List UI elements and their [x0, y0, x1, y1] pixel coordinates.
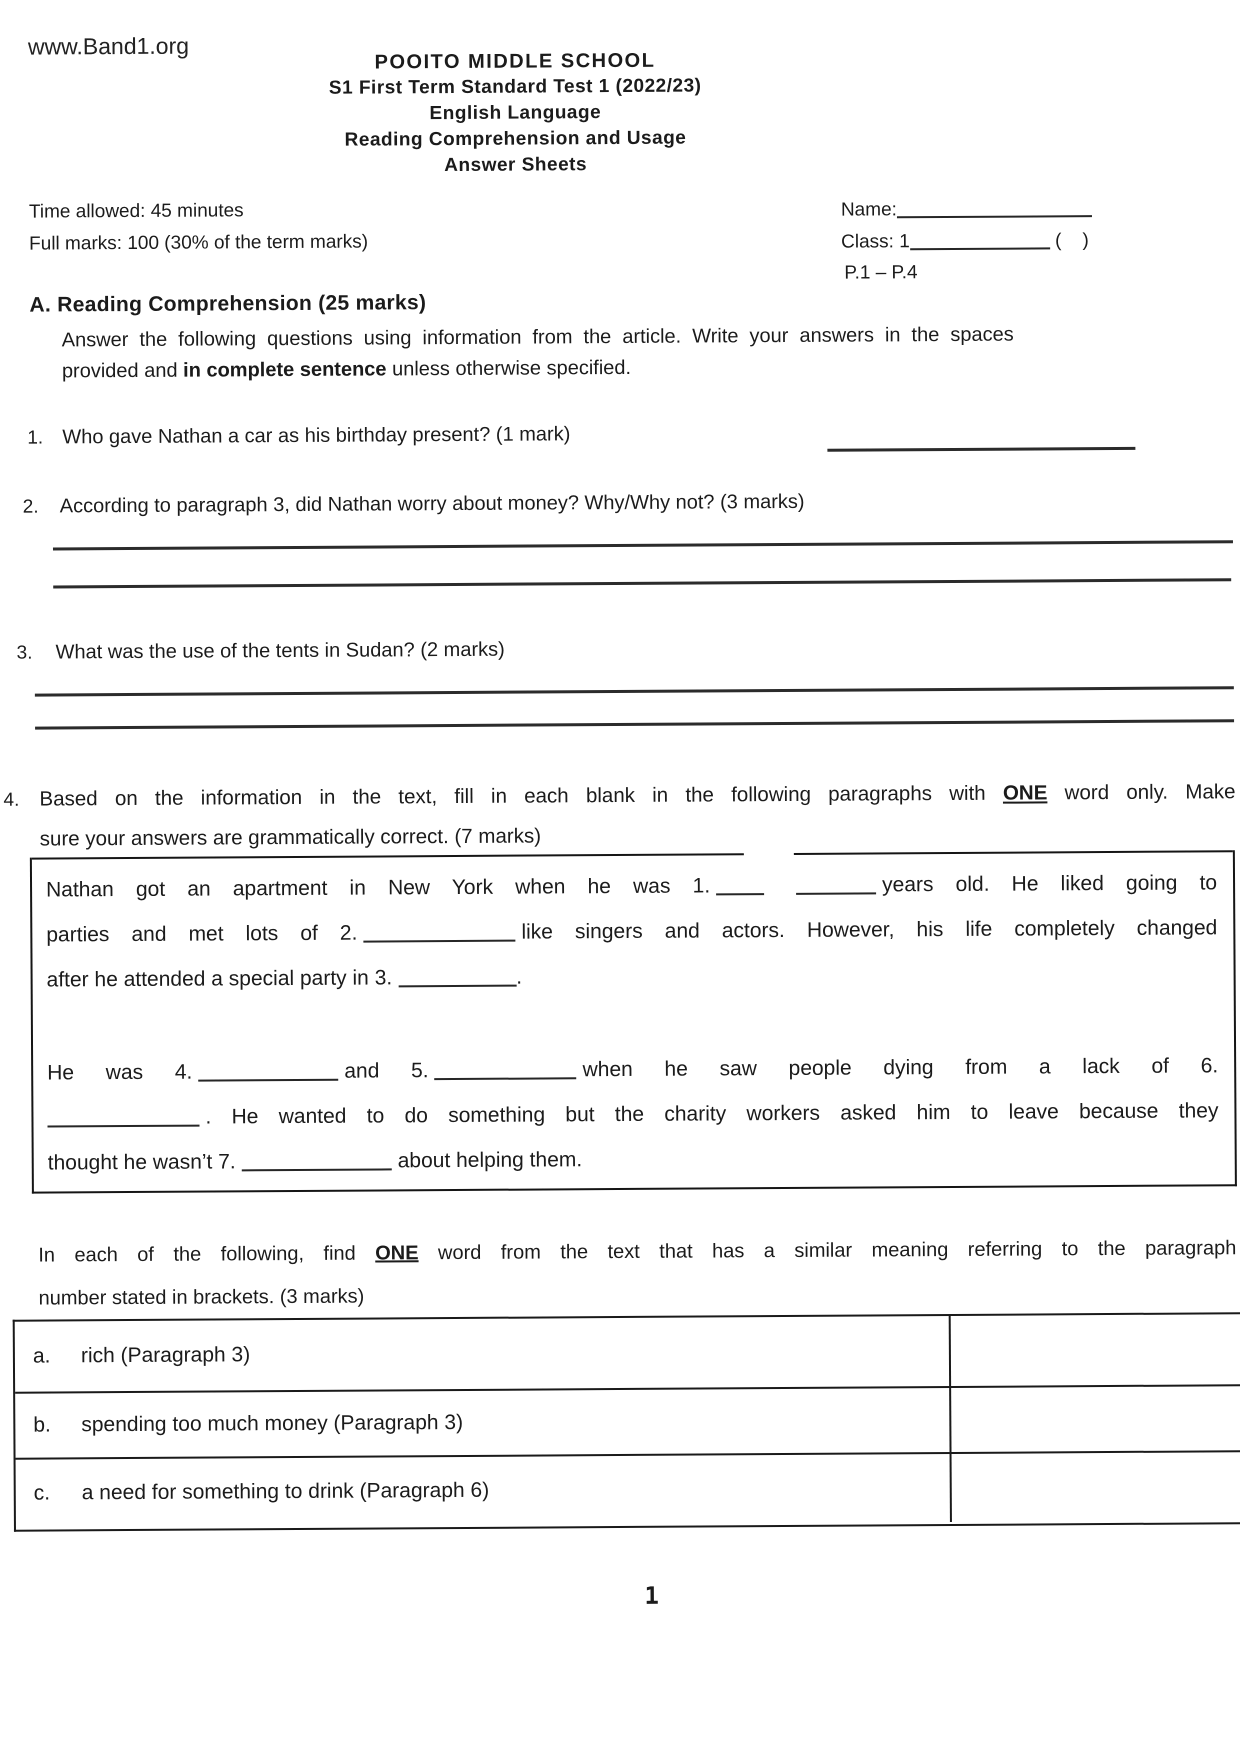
class-label: Class: 1 — [841, 231, 910, 253]
q3-text: What was the use of the tents in Sudan? (2 marks) — [55, 638, 505, 664]
subject-title: English Language — [429, 102, 602, 125]
vocab-row-text: a need for something to drink (Paragraph 6) — [81, 1478, 490, 1505]
table-row — [15, 1386, 1240, 1460]
table-row — [15, 1314, 1240, 1394]
instructions-text: Answer the following questions using information from the article. Write your answers in the spaces provided and — [61, 323, 1014, 383]
watermark-text: www.Band1.org — [27, 32, 190, 60]
cloze-p2-line2 — [47, 1088, 1218, 1140]
vocab-instr-text: word from the text that has a similar meaning referring to the paragraph — [418, 1237, 1237, 1265]
vocab-answer-cell-c[interactable] — [950, 1452, 1240, 1522]
vocab-answer-cell-a[interactable] — [949, 1314, 1240, 1386]
vocab-row-text: spending too much money (Paragraph 3) — [81, 1410, 464, 1437]
test-title: S1 First Term Standard Test 1 (2022/23) — [328, 75, 702, 99]
class-input-line[interactable] — [910, 229, 1050, 250]
vocab-row-letter: a. — [32, 1344, 51, 1368]
class-field-row — [841, 229, 1089, 254]
vocab-table — [13, 1312, 1240, 1532]
class-number-parens: ( ) — [1054, 230, 1089, 252]
vocab-one-emphasis: ONE — [375, 1242, 419, 1265]
q2-text: According to paragraph 3, did Nathan worry about money? Why/Why not? (3 marks) — [59, 490, 805, 518]
vocab-row-letter: c. — [33, 1481, 51, 1505]
instructions-bold-text: in complete sentence — [183, 358, 387, 382]
cloze-text: and 5. — [344, 1059, 429, 1083]
cloze-text: . He wanted to do something but the charity workers asked him to leave because they — [205, 1099, 1219, 1129]
cloze-blank-4[interactable] — [198, 1059, 338, 1082]
q2-answer-line-1[interactable] — [53, 540, 1233, 550]
cloze-p1-line2 — [46, 905, 1217, 957]
q1-text: Who gave Nathan a car as his birthday present? (1 mark) — [62, 423, 571, 449]
section-a-heading: A. Reading Comprehension (25 marks) — [29, 291, 427, 317]
q4-intro-a: Based on the information in the text, fill in each blank in the following paragraphs with — [39, 781, 1003, 811]
name-field-row — [841, 197, 1092, 222]
q4-one-emphasis: ONE — [1002, 781, 1048, 805]
q4-instructions-line1 — [39, 778, 1235, 813]
section-a-instructions — [62, 320, 1014, 388]
page-number: 1 — [644, 1581, 659, 1610]
cloze-text: like singers and actors. However, his life completely changed — [521, 916, 1218, 944]
cloze-text: Nathan got an apartment in New York when he was 1. — [45, 874, 711, 902]
q3-number: 3. — [16, 642, 33, 664]
cloze-passage-box — [30, 850, 1237, 1193]
cloze-blank-6[interactable] — [47, 1105, 199, 1128]
cloze-blank-1b[interactable] — [796, 872, 876, 894]
cloze-blank-7[interactable] — [242, 1148, 392, 1171]
cloze-text: when he saw people dying from a lack of 6. — [582, 1054, 1219, 1082]
cloze-text: parties and met lots of 2. — [46, 921, 358, 947]
box-border-top-right — [794, 850, 1233, 855]
q3-answer-line-1[interactable] — [35, 686, 1234, 696]
document-header — [135, 46, 896, 181]
q4-instructions-line2: sure your answers are grammatically correct. (7 marks) — [39, 824, 542, 851]
cloze-p2-line1 — [47, 1043, 1218, 1095]
vocab-instr-text: In each of the following, find — [38, 1242, 376, 1267]
cloze-passage — [46, 860, 1219, 1185]
page-range-label: P.1 – P.4 — [844, 262, 918, 284]
cloze-p1-line3 — [46, 950, 1217, 1002]
q2-answer-line-2[interactable] — [53, 578, 1231, 588]
school-name: POOITO MIDDLE SCHOOL — [374, 49, 656, 74]
instructions-tail-text: unless otherwise specified. — [386, 356, 632, 381]
box-border-top-left — [32, 853, 744, 859]
q1-number: 1. — [27, 427, 44, 449]
q4-number: 4. — [3, 789, 20, 811]
name-input-line[interactable] — [897, 197, 1092, 218]
vocab-instructions-line1 — [38, 1233, 1236, 1270]
cloze-text: years old. He liked going to — [882, 871, 1218, 897]
cloze-blank-1a[interactable] — [716, 873, 764, 895]
vocab-row-text: rich (Paragraph 3) — [80, 1343, 251, 1368]
table-row — [16, 1452, 1240, 1528]
q3-answer-line-2[interactable] — [35, 719, 1234, 729]
vocab-instructions-line2: number stated in brackets. (3 marks) — [38, 1285, 365, 1310]
paper-title: Reading Comprehension and Usage — [344, 127, 687, 151]
cloze-text: . — [516, 965, 523, 989]
vocab-row-letter: b. — [33, 1413, 51, 1437]
cloze-p2-line3 — [48, 1133, 1219, 1185]
cloze-blank-2[interactable] — [363, 920, 515, 943]
q1-answer-line[interactable] — [827, 447, 1135, 452]
cloze-text: after he attended a special party in 3. — [46, 966, 393, 992]
time-allowed-label: Time allowed: 45 minutes — [28, 200, 244, 223]
q2-number: 2. — [22, 496, 39, 518]
cloze-text: thought he wasn’t 7. — [47, 1150, 236, 1175]
full-marks-label: Full marks: 100 (30% of the term marks) — [29, 231, 369, 255]
name-label: Name: — [840, 199, 897, 221]
sheet-type: Answer Sheets — [444, 154, 588, 177]
cloze-text: about helping them. — [397, 1148, 583, 1173]
q4-intro-b: word only. Make — [1047, 780, 1236, 805]
cloze-blank-5[interactable] — [434, 1057, 576, 1080]
q4-instructions — [39, 778, 1235, 853]
cloze-text: He was 4. — [47, 1060, 193, 1085]
vocab-answer-cell-b[interactable] — [949, 1386, 1240, 1452]
cloze-blank-3[interactable] — [398, 965, 516, 988]
cloze-p1-line1 — [46, 860, 1217, 912]
